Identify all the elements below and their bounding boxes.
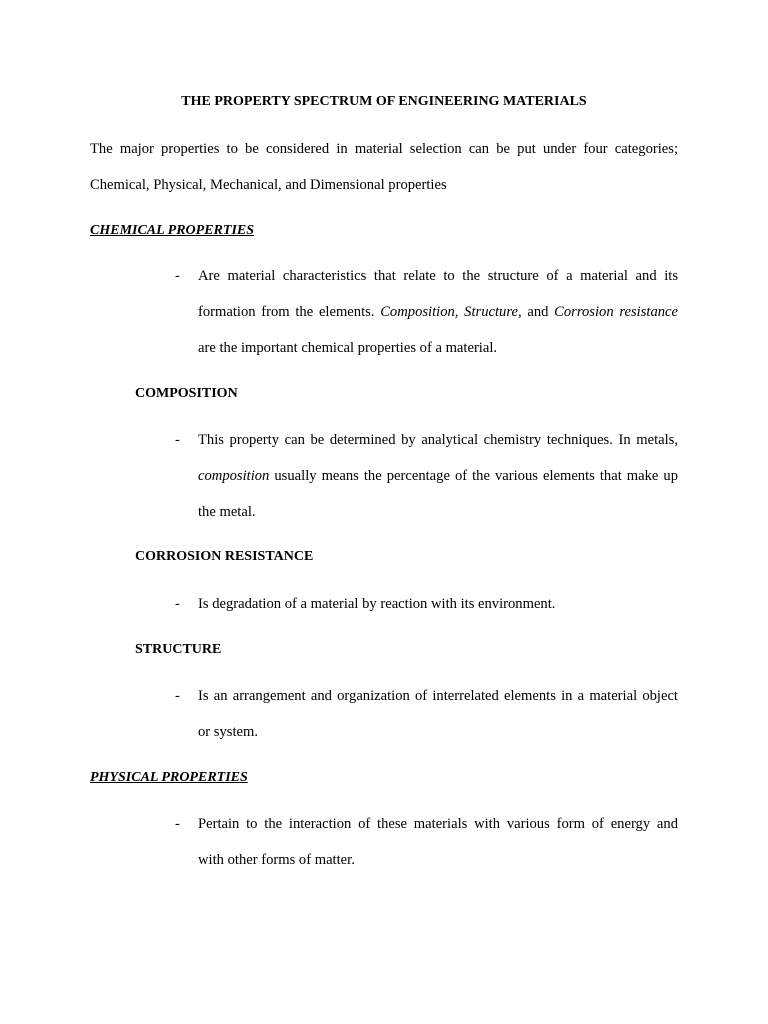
chemical-bullet-line-2: [198, 303, 678, 321]
bullet-dash: -: [175, 432, 180, 448]
chemical-bullet-text: and: [521, 304, 555, 320]
composition-bullet-text: usually means the percentage of the various elements that make up: [269, 468, 678, 484]
composition-heading: COMPOSITION: [135, 386, 238, 401]
corrosion-resistance-heading: CORROSION RESISTANCE: [135, 549, 314, 564]
bullet-dash: -: [175, 688, 180, 704]
composition-bullet-line-2: [198, 467, 678, 485]
intro-line-1: The major properties to be considered in material selection can be put under four categories;: [90, 141, 678, 157]
composition-bullet-emphasis: composition: [198, 468, 270, 484]
corrosion-bullet-line-1: Is degradation of a material by reaction with its environment.: [198, 596, 556, 612]
physical-bullet-line-1: Pertain to the interaction of these materials with various form of energy and: [198, 816, 678, 832]
structure-heading: STRUCTURE: [135, 642, 222, 657]
structure-bullet-line-1: Is an arrangement and organization of interrelated elements in a material object: [198, 688, 678, 704]
chemical-bullet-line-3: are the important chemical properties of a material.: [198, 340, 498, 356]
physical-properties-heading: PHYSICAL PROPERTIES: [90, 770, 248, 785]
composition-bullet-line-1: This property can be determined by analytical chemistry techniques. In metals,: [198, 432, 678, 448]
chemical-bullet-line-1: Are material characteristics that relate to the structure of a material and its: [198, 268, 678, 284]
chemical-bullet-emphasis: Corrosion resistance: [554, 304, 678, 320]
intro-line-2: Chemical, Physical, Mechanical, and Dimensional properties: [90, 177, 447, 193]
chemical-bullet-emphasis: Composition, Structure,: [380, 304, 522, 320]
document-title: THE PROPERTY SPECTRUM OF ENGINEERING MATERIALS: [181, 94, 587, 109]
bullet-dash: -: [175, 816, 180, 832]
bullet-dash: -: [175, 596, 180, 612]
structure-bullet-line-2: or system.: [198, 724, 258, 740]
chemical-properties-heading: CHEMICAL PROPERTIES: [90, 223, 255, 238]
chemical-bullet-text: formation from the elements.: [198, 304, 381, 320]
physical-bullet-line-2: with other forms of matter.: [198, 852, 355, 868]
bullet-dash: -: [175, 268, 180, 284]
composition-bullet-line-3: the metal.: [198, 504, 256, 520]
